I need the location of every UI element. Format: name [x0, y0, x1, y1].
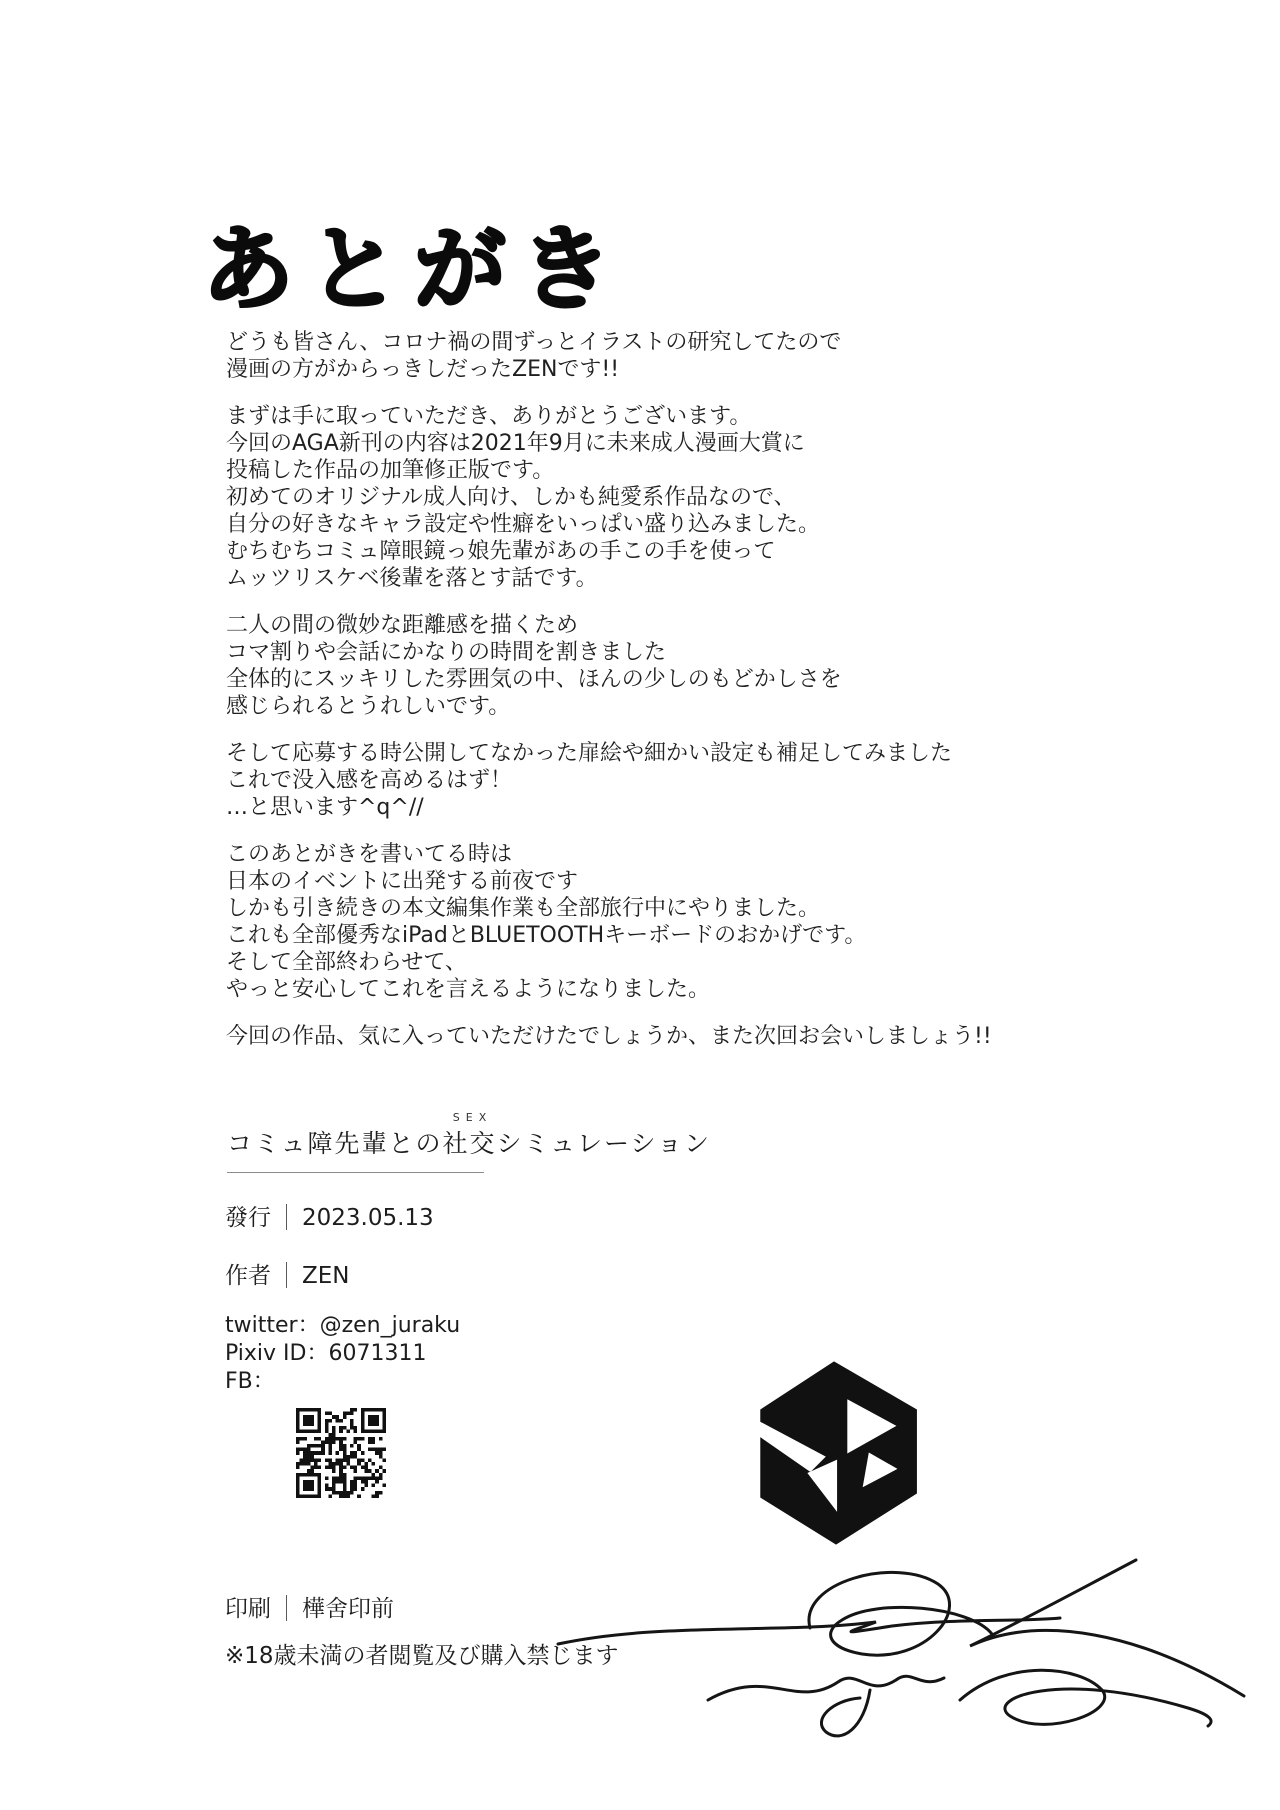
- afterword-line: ムッツリスケベ後輩を落とす話です。: [226, 566, 598, 591]
- ruby-annotation: SEX: [452, 1111, 493, 1124]
- paragraph: [226, 740, 1226, 821]
- separator-bar: [286, 1204, 287, 1230]
- author-label: 作者: [225, 1263, 271, 1289]
- afterword-line: そして全部終わらせて、: [226, 950, 467, 975]
- afterword-text: [226, 329, 1226, 1070]
- afterword-line: このあとがきを書いてる時は: [226, 842, 513, 867]
- printer-value: 樺舍印前: [302, 1596, 394, 1622]
- paragraph: [226, 612, 1226, 720]
- afterword-line: 二人の間の微妙な距離感を描くため: [226, 613, 579, 638]
- afterword-line: …と思います^q^//: [226, 795, 424, 820]
- afterword-line: しかも引き続きの本文編集作業も全部旅行中にやりました。: [226, 896, 821, 921]
- afterword-line: これで没入感を高めるはず！: [226, 768, 513, 793]
- afterword-line: 自分の好きなキャラ設定や性癖をいっぱい盛り込みました。: [226, 512, 821, 537]
- book-title: [227, 1111, 712, 1160]
- isometric-cube-logo-icon: [748, 1358, 920, 1548]
- afterword-line: やっと安心してこれを言えるようになりました。: [226, 977, 711, 1002]
- qr-code: [296, 1408, 386, 1498]
- author-row: [225, 1257, 350, 1290]
- handwritten-signature: [540, 1548, 1260, 1763]
- page-title: あとがき: [202, 216, 627, 323]
- facebook-line: FB：: [225, 1369, 275, 1394]
- separator-bar: [286, 1595, 287, 1621]
- afterword-line: これも全部優秀なiPadとBLUETOOTHキーボードのおかげです。: [226, 923, 867, 948]
- afterword-line: 漫画の方がからっきしだったZENです!!: [226, 357, 620, 382]
- author-value: ZEN: [302, 1263, 350, 1289]
- ruby-word: [442, 1111, 497, 1160]
- paragraph: [226, 403, 1226, 592]
- publish-value: 2023.05.13: [302, 1205, 434, 1231]
- afterword-line: 全体的にスッキリした雰囲気の中、ほんの少しのもどかしさを: [226, 667, 842, 692]
- printer-row: [225, 1590, 394, 1623]
- afterword-line: 日本のイベントに出発する前夜です: [226, 869, 579, 894]
- afterword-line: むちむちコミュ障眼鏡っ娘先輩があの手この手を使って: [226, 539, 776, 564]
- book-title-prefix: コミュ障先輩との: [227, 1129, 443, 1158]
- afterword-line: まずは手に取っていただき、ありがとうございます。: [226, 404, 752, 429]
- twitter-handle: twitter：@zen_juraku: [225, 1313, 461, 1338]
- afterword-line: 投稿した作品の加筆修正版です。: [226, 458, 555, 483]
- afterword-line: 今回の作品、気に入っていただけたでしょうか、また次回お会いしましょう!!: [226, 1024, 992, 1049]
- age-restriction-notice: ※18歳未満の者閲覧及び購入禁じます: [225, 1643, 619, 1669]
- afterword-line: どうも皆さん、コロナ禍の間ずっとイラストの研究してたので: [226, 330, 842, 355]
- afterword-line: 初めてのオリジナル成人向け、しかも純愛系作品なので、: [226, 485, 796, 510]
- ruby-base: 社交: [442, 1129, 497, 1158]
- separator-bar: [286, 1262, 287, 1288]
- paragraph: [226, 841, 1226, 1003]
- afterword-line: コマ割りや会話にかなりの時間を割きました: [226, 640, 667, 665]
- divider-line: [227, 1172, 484, 1173]
- paragraph: [226, 1023, 1226, 1050]
- printer-label: 印刷: [225, 1596, 271, 1622]
- afterword-line: 感じられるとうれしいです。: [226, 694, 511, 719]
- afterword-line: 今回のAGA新刊の内容は2021年9月に未来成人漫画大賞に: [226, 431, 805, 456]
- afterword-line: そして応募する時公開してなかった扉絵や細かい設定も補足してみました: [226, 741, 953, 766]
- paragraph: [226, 329, 1226, 383]
- publish-date-row: [225, 1199, 434, 1232]
- book-title-suffix: シミュレーション: [496, 1129, 712, 1158]
- publish-label: 發行: [225, 1205, 271, 1231]
- pixiv-id: Pixiv ID：6071311: [225, 1341, 427, 1366]
